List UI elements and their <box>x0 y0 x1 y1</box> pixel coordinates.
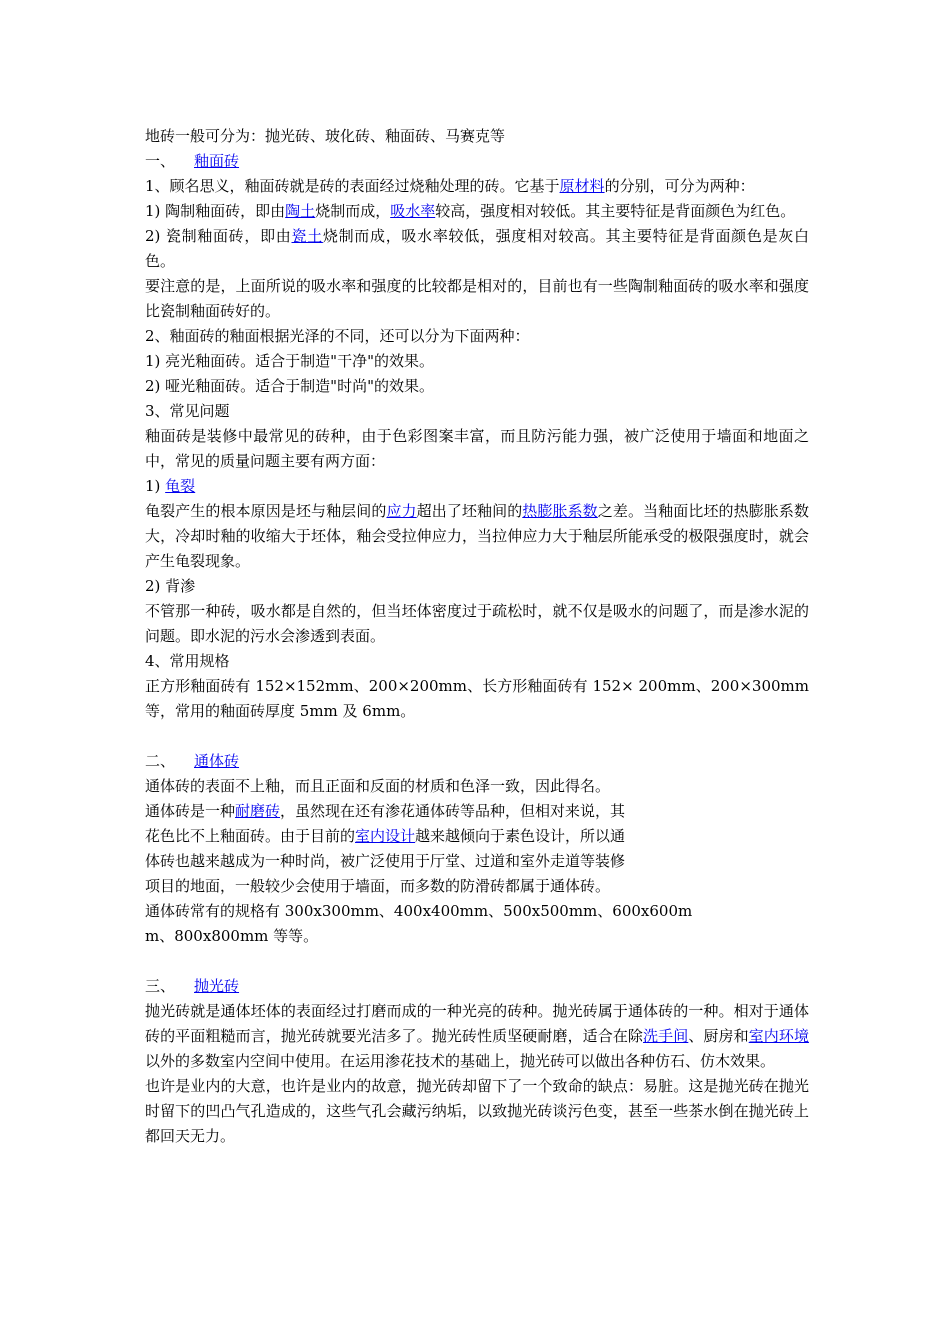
section-number: 一、 <box>145 152 176 170</box>
paragraph <box>145 199 809 224</box>
inline-link[interactable]: 洗手间 <box>643 1027 689 1045</box>
paragraph: 通体砖常有的规格有 300x300mm、400x400mm、500x500mm、600x600mm、800x800mm 等等。 <box>145 902 693 945</box>
text-span: 抛光砖就是通体坯体的表面经过打磨而成的一种光亮的砖种。抛光砖属于通体砖的一种。相对于通体砖的平面粗糙而言，抛光砖就要光洁多了。抛光砖性质坚硬耐磨，适合在除 <box>145 1002 809 1045</box>
inline-link[interactable]: 耐磨砖 <box>235 802 281 820</box>
paragraph <box>145 174 809 199</box>
section-number: 二、 <box>145 752 176 770</box>
section-heading-3 <box>145 974 809 999</box>
paragraph <box>145 474 809 499</box>
paragraph <box>145 799 635 899</box>
section-title-link[interactable]: 抛光砖 <box>194 977 240 995</box>
inline-link[interactable]: 吸水率 <box>390 202 436 220</box>
section-title-link[interactable]: 釉面砖 <box>194 152 240 170</box>
text-span: 以外的多数室内空间中使用。在运用渗花技术的基础上，抛光砖可以做出各种仿石、仿木效果。 <box>145 1052 776 1070</box>
section-heading-1 <box>145 149 809 174</box>
section-number: 三、 <box>145 977 176 995</box>
text-span: 通体砖是一种 <box>145 802 236 820</box>
text-span: 烧制而成，吸水率较低，强度相对较高。其主要特征是背面颜色是灰白色。 <box>145 227 809 270</box>
text-span: 超出了坯釉间的 <box>416 502 523 520</box>
blank-line <box>145 724 809 749</box>
paragraph: 1) 亮光釉面砖。适合于制造"干净"的效果。 <box>145 352 434 370</box>
paragraph: 4、常用规格 <box>145 652 230 670</box>
inline-link[interactable]: 陶土 <box>285 202 316 220</box>
inline-link[interactable]: 瓷土 <box>291 227 323 245</box>
paragraph <box>145 224 809 274</box>
text-span: 烧制而成， <box>315 202 391 220</box>
text-span: 较高，强度相对较低。其主要特征是背面颜色为红色。 <box>435 202 796 220</box>
text-span: 的分别，可分为两种： <box>604 177 755 195</box>
intro-line: 地砖一般可分为：抛光砖、玻化砖、釉面砖、马赛克等 <box>145 127 506 145</box>
paragraph: 2) 哑光釉面砖。适合于制造"时尚"的效果。 <box>145 377 434 395</box>
text-span: 2) 瓷制釉面砖，即由 <box>145 227 292 245</box>
inline-link[interactable]: 热膨胀系数 <box>522 502 598 520</box>
inline-link[interactable]: 应力 <box>386 502 417 520</box>
text-span: 1) <box>145 477 166 495</box>
inline-link[interactable]: 原材料 <box>559 177 605 195</box>
document-page <box>145 124 809 1149</box>
paragraph <box>145 499 809 574</box>
text-span: 1) 陶制釉面砖，即由 <box>145 202 286 220</box>
paragraph <box>145 999 809 1074</box>
paragraph: 通体砖的表面不上釉，而且正面和反面的材质和色泽一致，因此得名。 <box>145 777 611 795</box>
text-span: 越来越倾向于素色设计，所以通体砖也越来越成为一种时尚，被广泛使用于厅堂、过道和室外走道等装修项目的地面，一般较少会使用于墙面，而多数的防滑砖都属于通体砖。 <box>145 827 626 895</box>
text-span: ，虽然现在还有渗花通体砖等品种，但相对来说，其花色比不上釉面砖。由于目前的 <box>145 802 626 845</box>
section-title-link[interactable]: 通体砖 <box>194 752 240 770</box>
paragraph: 2、釉面砖的釉面根据光泽的不同，还可以分为下面两种： <box>145 327 530 345</box>
inline-link[interactable]: 室内环境 <box>748 1027 809 1045</box>
blank-line <box>145 949 809 974</box>
text-span: 之差。当釉面比坯的热膨胀系数大，冷却时釉的收缩大于坯体，釉会受拉伸应力，当拉伸应力大于釉层所能承受的极限强度时，就会产生龟裂现象。 <box>145 502 809 570</box>
paragraph: 釉面砖是装修中最常见的砖种，由于色彩图案丰富，而且防污能力强，被广泛使用于墙面和地面之中，常见的质量问题主要有两方面： <box>145 427 809 470</box>
paragraph: 3、常见问题 <box>145 402 230 420</box>
paragraph: 不管那一种砖，吸水都是自然的，但当坯体密度过于疏松时，就不仅是吸水的问题了，而是渗水泥的问题。即水泥的污水会渗透到表面。 <box>145 602 809 645</box>
text-span: 、厨房和 <box>688 1027 749 1045</box>
section-heading-2 <box>145 749 809 774</box>
paragraph: 也许是业内的大意，也许是业内的故意，抛光砖却留下了一个致命的缺点：易脏。这是抛光砖在抛光时留下的凹凸气孔造成的，这些气孔会藏污纳垢，以致抛光砖谈污色变，甚至一些茶水倒在抛光砖上都回天无力。 <box>145 1077 809 1145</box>
text-span: 1、顾名思义，釉面砖就是砖的表面经过烧釉处理的砖。它基于 <box>145 177 560 195</box>
inline-link[interactable]: 龟裂 <box>165 477 196 495</box>
text-span: 龟裂产生的根本原因是坯与釉层间的 <box>145 502 387 520</box>
paragraph: 正方形釉面砖有 152×152mm、200×200mm、长方形釉面砖有 152× 200mm、200×300mm 等，常用的釉面砖厚度 5mm 及 6mm。 <box>145 677 809 720</box>
paragraph: 要注意的是，上面所说的吸水率和强度的比较都是相对的，目前也有一些陶制釉面砖的吸水率和强度比瓷制釉面砖好的。 <box>145 277 809 320</box>
inline-link[interactable]: 室内设计 <box>355 827 416 845</box>
paragraph: 2) 背渗 <box>145 577 196 595</box>
